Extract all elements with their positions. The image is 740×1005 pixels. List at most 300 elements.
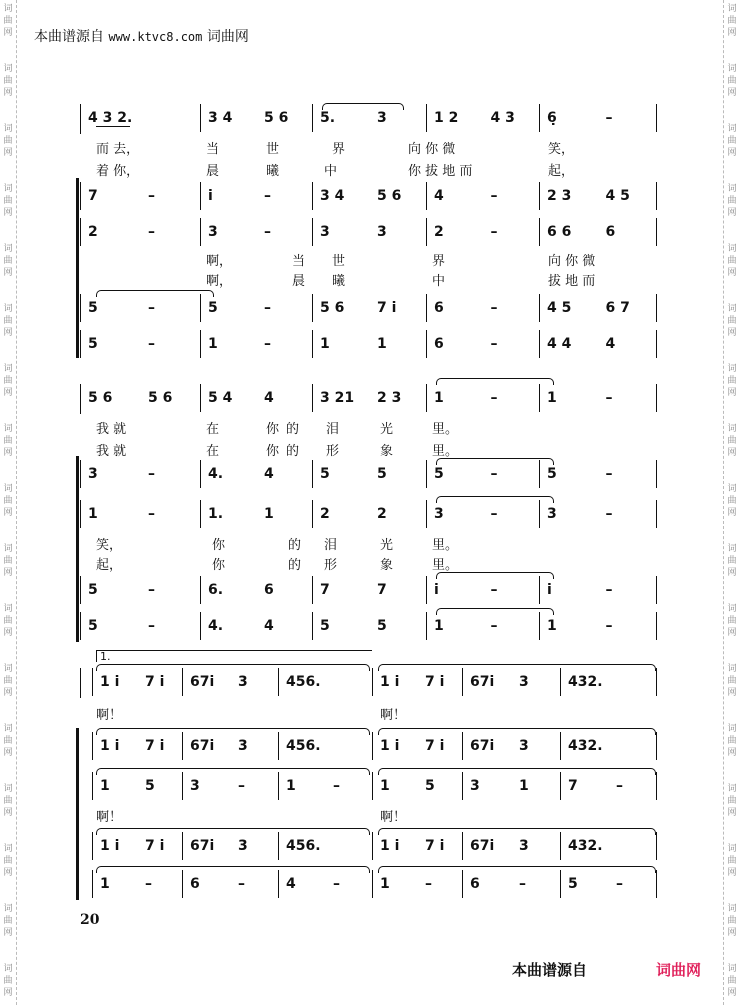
barline [182, 668, 183, 696]
lyric-part2-v2: 啊， [206, 274, 233, 289]
header-url[interactable]: www.ktvc8.com [108, 30, 203, 44]
part3-note: 432. [568, 838, 603, 854]
tie [96, 728, 370, 735]
watermark-char: 曲 [3, 556, 13, 566]
barline [656, 460, 657, 488]
watermark-char: 词 [727, 844, 737, 854]
watermark-char: 网 [3, 448, 13, 458]
watermark-char: 词 [3, 784, 13, 794]
melody-note: 4 3 [490, 110, 515, 126]
part1-note: 2 3 [547, 188, 572, 204]
watermark-char: 网 [3, 568, 13, 578]
part4-note: 5 [88, 618, 98, 634]
part2-note: – [490, 224, 498, 240]
part3-note: 6 [264, 582, 274, 598]
tie [436, 608, 554, 615]
barline [426, 218, 427, 246]
lyric-verse2: 晨 [206, 164, 220, 179]
watermark-char: 网 [3, 148, 13, 158]
watermark-char: 网 [3, 268, 13, 278]
tie [436, 572, 554, 579]
barline [656, 104, 657, 132]
watermark-char: 网 [3, 508, 13, 518]
barline [656, 832, 657, 860]
part2-note: 5 [425, 778, 435, 794]
watermark-char: 词 [3, 244, 13, 254]
part4-note: 1 [320, 336, 330, 352]
barline [80, 294, 81, 322]
lyric-part2-v1: 界 [432, 254, 446, 269]
barline [462, 870, 463, 898]
watermark-char: 词 [727, 364, 737, 374]
barline [92, 870, 93, 898]
watermark-char: 网 [727, 268, 737, 278]
part1-note: 1 i [100, 738, 120, 754]
watermark-char: 网 [727, 28, 737, 38]
system-start [80, 668, 81, 698]
lyric-part2-v1: 光 [380, 538, 394, 553]
melody-note: – [490, 390, 498, 406]
tie [96, 768, 370, 775]
melody-note: 67i [190, 674, 215, 690]
part4-note: 6 [470, 876, 480, 892]
barline [462, 832, 463, 860]
barline [656, 772, 657, 800]
part3-note: 7 i [425, 838, 445, 854]
part3-note: 5 [208, 300, 218, 316]
part1-note: – [490, 466, 498, 482]
part1-note: – [148, 188, 155, 204]
part2-note: 6 [605, 224, 616, 240]
watermark-char: 词 [3, 304, 13, 314]
part4-note: – [148, 336, 155, 352]
part2-note: – [605, 506, 613, 522]
barline [656, 612, 657, 640]
lyric-part2-v1: 笑， [96, 538, 123, 553]
barline [656, 870, 657, 898]
watermark-char: 网 [3, 628, 13, 638]
lyric-part2-v2: 的 [288, 558, 302, 573]
melody-note: 5 6 [88, 390, 113, 406]
barline [560, 832, 561, 860]
watermark-char: 曲 [727, 676, 737, 686]
barline [426, 500, 427, 528]
part4-note: 6 [434, 336, 444, 352]
melody-note: – [605, 390, 613, 406]
footer-site[interactable]: 词曲网 [656, 961, 702, 979]
part1-note: – [605, 466, 613, 482]
watermark-char: 网 [3, 208, 13, 218]
watermark-char: 曲 [3, 316, 13, 326]
barline [92, 832, 93, 860]
barline [80, 330, 81, 358]
watermark-char: 网 [3, 388, 13, 398]
watermark-char: 网 [727, 868, 737, 878]
tie [96, 866, 370, 873]
lyric-verse1: 的 [286, 422, 300, 437]
tie [378, 866, 656, 873]
barline [312, 330, 313, 358]
tie [96, 828, 370, 835]
watermark-char: 网 [3, 688, 13, 698]
barline [539, 500, 540, 528]
part2-note: 2 [320, 506, 330, 522]
lyric-verse2: 我 就 [96, 444, 127, 459]
watermark-char: 词 [3, 604, 13, 614]
barline [200, 218, 201, 246]
watermark-char: 词 [727, 424, 737, 434]
lyric-verse2: 着 你， [96, 164, 140, 179]
footer-label: 本曲谱源自 [512, 961, 588, 979]
watermark-char: 词 [3, 964, 13, 974]
part3-note: 7 i [377, 300, 397, 316]
watermark-char: 词 [3, 424, 13, 434]
barline [539, 576, 540, 604]
part3-note: 7 i [145, 838, 165, 854]
part3-note: – [148, 582, 155, 598]
barline [426, 330, 427, 358]
part4-note: 5 [568, 876, 578, 892]
barline [312, 294, 313, 322]
part3-note: 6. [208, 582, 224, 598]
watermark-char: 网 [727, 568, 737, 578]
barline [560, 772, 561, 800]
watermark-char: 曲 [3, 916, 13, 926]
lyric-verse2: 里。 [432, 444, 459, 459]
lyric-verse1: 当 [206, 142, 220, 157]
barline [656, 732, 657, 760]
part2-note: 1 [264, 506, 274, 522]
part3-note: – [605, 582, 613, 598]
part4-note: – [148, 618, 155, 634]
watermark-char: 网 [727, 208, 737, 218]
lyric-verse1: 泪 [326, 422, 340, 437]
melody-note: 7 i [145, 674, 165, 690]
lyric-verse2: 的 [286, 444, 300, 459]
part4-note: – [605, 618, 613, 634]
watermark-char: 曲 [3, 796, 13, 806]
part2-note: 1 [286, 778, 296, 794]
barline [372, 772, 373, 800]
system-brace [76, 456, 79, 642]
barline [656, 294, 657, 322]
melody-note: 3 [519, 674, 529, 690]
lyric-part2-v1: 世 [332, 254, 346, 269]
melody-note: 67i [470, 674, 495, 690]
watermark-char: 曲 [727, 796, 737, 806]
part2-note: 5 [145, 778, 155, 794]
melody-note: 1 [434, 390, 444, 406]
watermark-char: 词 [3, 64, 13, 74]
barline [312, 182, 313, 210]
part4-note: 1 [208, 336, 218, 352]
part1-note: 67i [470, 738, 495, 754]
part3-note: 7 [377, 582, 387, 598]
lyric-verse1: 而 去， [96, 142, 140, 157]
watermark-char: 曲 [3, 16, 13, 26]
barline [200, 330, 201, 358]
part3-note: 67i [470, 838, 495, 854]
part4-note: – [425, 876, 432, 892]
barline [426, 182, 427, 210]
watermark-char: 网 [727, 928, 737, 938]
part2-note: 7 [568, 778, 578, 794]
part4-note: 5 [88, 336, 98, 352]
header-label: 本曲谱源自 [34, 29, 104, 45]
part4-note: 4. [208, 618, 224, 634]
watermark-char: 网 [3, 88, 13, 98]
part4-note: 1 [380, 876, 390, 892]
part4-note: 1 [434, 618, 444, 634]
lyric-part2: 啊！ [96, 810, 123, 825]
barline [539, 384, 540, 412]
part3-note: 6 7 [605, 300, 630, 316]
watermark-char: 网 [3, 748, 13, 758]
part2-note: – [238, 778, 245, 794]
part1-note: 5 [377, 466, 387, 482]
part2-note: 2 [377, 506, 387, 522]
barline [462, 772, 463, 800]
watermark-char: 网 [727, 508, 737, 518]
melody-note: 1 i [380, 674, 400, 690]
part3-note: 1 i [100, 838, 120, 854]
melody-note: 2 3 [377, 390, 402, 406]
part2-note: 1. [208, 506, 224, 522]
watermark-char: 曲 [727, 376, 737, 386]
part3-note: – [264, 300, 271, 316]
lyric-part2-v2: 起， [96, 558, 123, 573]
barline [182, 772, 183, 800]
lyric-part2-v1: 向 你 微 [548, 254, 596, 269]
melody-note: 6̣ [547, 110, 557, 126]
lyric-part2: 啊！ [380, 810, 407, 825]
barline [80, 218, 81, 246]
watermark-char: 曲 [3, 736, 13, 746]
system-brace [76, 178, 79, 358]
lyric-verse1: 啊！ [380, 708, 407, 723]
barline [656, 500, 657, 528]
watermark-char: 词 [727, 184, 737, 194]
watermark-char: 曲 [727, 316, 737, 326]
barline [560, 870, 561, 898]
watermark-char: 曲 [727, 436, 737, 446]
part4-note: 4 [286, 876, 296, 892]
part1-note: 5 [320, 466, 330, 482]
watermark-char: 词 [3, 544, 13, 554]
barline [312, 500, 313, 528]
barline [312, 576, 313, 604]
part3-note: 5 6 [320, 300, 345, 316]
watermark-char: 网 [727, 148, 737, 158]
watermark-char: 曲 [3, 436, 13, 446]
volta-line [96, 650, 372, 651]
lyric-verse1: 我 就 [96, 422, 127, 437]
lyric-part2-v2: 拔 地 而 [548, 274, 596, 289]
melody-note: 1 i [100, 674, 120, 690]
part1-note: 1 i [380, 738, 400, 754]
watermark-char: 网 [727, 88, 737, 98]
part1-note: 4 [434, 188, 444, 204]
lyric-part2-v1: 你 [212, 538, 226, 553]
lyric-part2-v2: 象 [380, 558, 394, 573]
watermark-char: 词 [3, 4, 13, 14]
barline [426, 294, 427, 322]
part2-note: 1 [519, 778, 529, 794]
barline [200, 384, 201, 412]
part2-note: 3 [377, 224, 387, 240]
watermark-char: 曲 [3, 496, 13, 506]
part3-note: 3 [238, 838, 248, 854]
part1-note: 7 i [145, 738, 165, 754]
barline [278, 772, 279, 800]
melody-note: 5 4 [208, 390, 233, 406]
part3-note: 5 [88, 300, 98, 316]
part3-note: – [490, 300, 498, 316]
melody-note: 3 [238, 674, 248, 690]
melody-note: 456. [286, 674, 321, 690]
part1-note: 7 i [425, 738, 445, 754]
barline [80, 500, 81, 528]
watermark-char: 词 [727, 544, 737, 554]
watermark-char: 网 [727, 808, 737, 818]
part1-note: 3 [519, 738, 529, 754]
lyric-verse2: 中 [324, 164, 338, 179]
barline [372, 732, 373, 760]
barline [92, 772, 93, 800]
watermark-char: 词 [3, 364, 13, 374]
watermark-char: 曲 [3, 856, 13, 866]
right-watermark-strip [723, 0, 740, 1005]
melody-note: 4 3 2. [88, 110, 133, 126]
barline [539, 182, 540, 210]
melody-note: 3 [377, 110, 387, 126]
part4-note: – [490, 618, 498, 634]
part4-note: – [264, 336, 271, 352]
barline [200, 612, 201, 640]
part4-note: 1 [100, 876, 110, 892]
barline [312, 218, 313, 246]
left-watermark-strip [0, 0, 17, 1005]
melody-note: – [605, 110, 613, 126]
barline [426, 576, 427, 604]
melody-note: 3 4 [208, 110, 233, 126]
part2-note: – [264, 224, 271, 240]
watermark-char: 词 [727, 4, 737, 14]
barline [426, 460, 427, 488]
part1-note: 456. [286, 738, 321, 754]
tie [322, 103, 404, 110]
watermark-char: 词 [3, 844, 13, 854]
part4-note: 4 4 [547, 336, 572, 352]
part3-note: 3 [519, 838, 529, 854]
lyric-part2-v2: 曦 [332, 274, 346, 289]
watermark-char: 词 [3, 484, 13, 494]
barline [560, 732, 561, 760]
barline [462, 668, 463, 696]
barline [426, 384, 427, 412]
watermark-char: 词 [3, 124, 13, 134]
system-brace [76, 728, 79, 900]
barline [278, 870, 279, 898]
part1-note: 3 4 [320, 188, 345, 204]
barline [80, 460, 81, 488]
lyric-verse2: 形 [326, 444, 340, 459]
part2-note: 3 [320, 224, 330, 240]
part3-note: 5 [88, 582, 98, 598]
part2-note: 3 [470, 778, 480, 794]
melody-note: 7 i [425, 674, 445, 690]
barline [656, 218, 657, 246]
lyric-part2-v1: 啊， [206, 254, 233, 269]
watermark-char: 曲 [727, 736, 737, 746]
watermark-char: 网 [727, 328, 737, 338]
part1-note: 67i [190, 738, 215, 754]
watermark-char: 网 [3, 808, 13, 818]
melody-note: 5 6 [264, 110, 289, 126]
part2-note: – [490, 506, 498, 522]
part1-note: 4 5 [605, 188, 630, 204]
part1-note: 5 6 [377, 188, 402, 204]
lyric-verse1: 在 [206, 422, 220, 437]
melody-note: 4 [264, 390, 274, 406]
watermark-char: 词 [3, 904, 13, 914]
part1-note: 4 [264, 466, 274, 482]
part2-note: 1 [88, 506, 98, 522]
barline [312, 104, 313, 132]
watermark-char: 词 [727, 124, 737, 134]
part1-note: – [148, 466, 155, 482]
watermark-char: 曲 [3, 76, 13, 86]
watermark-char: 词 [727, 604, 737, 614]
watermark-char: 词 [3, 724, 13, 734]
part2-note: 3 [208, 224, 218, 240]
barline [312, 612, 313, 640]
barline [312, 384, 313, 412]
barline [539, 104, 540, 132]
barline [80, 576, 81, 604]
part1-note: 432. [568, 738, 603, 754]
barline [278, 668, 279, 696]
barline [462, 732, 463, 760]
lyric-verse2: 起， [548, 164, 575, 179]
melody-note: 3 21 [320, 390, 355, 406]
lyric-verse1: 笑， [548, 142, 575, 157]
part4-note: – [490, 336, 498, 352]
watermark-char: 曲 [727, 16, 737, 26]
barline [200, 104, 201, 132]
part2-note: 6 6 [547, 224, 572, 240]
barline [372, 832, 373, 860]
tie [436, 458, 554, 465]
barline [200, 182, 201, 210]
lyric-verse1: 世 [266, 142, 280, 157]
tie [378, 768, 656, 775]
watermark-char: 词 [727, 964, 737, 974]
melody-note: 1 2 [434, 110, 459, 126]
part2-note: – [333, 778, 340, 794]
watermark-char: 网 [727, 628, 737, 638]
part2-note: 2 [434, 224, 444, 240]
part2-note: 3 [190, 778, 200, 794]
barline [372, 870, 373, 898]
barline [656, 384, 657, 412]
part3-note: 6 [434, 300, 444, 316]
barline [539, 612, 540, 640]
part4-note: 4 [264, 618, 274, 634]
part4-note: 1 [377, 336, 387, 352]
watermark-char: 曲 [3, 256, 13, 266]
lyric-verse1: 啊！ [96, 708, 123, 723]
